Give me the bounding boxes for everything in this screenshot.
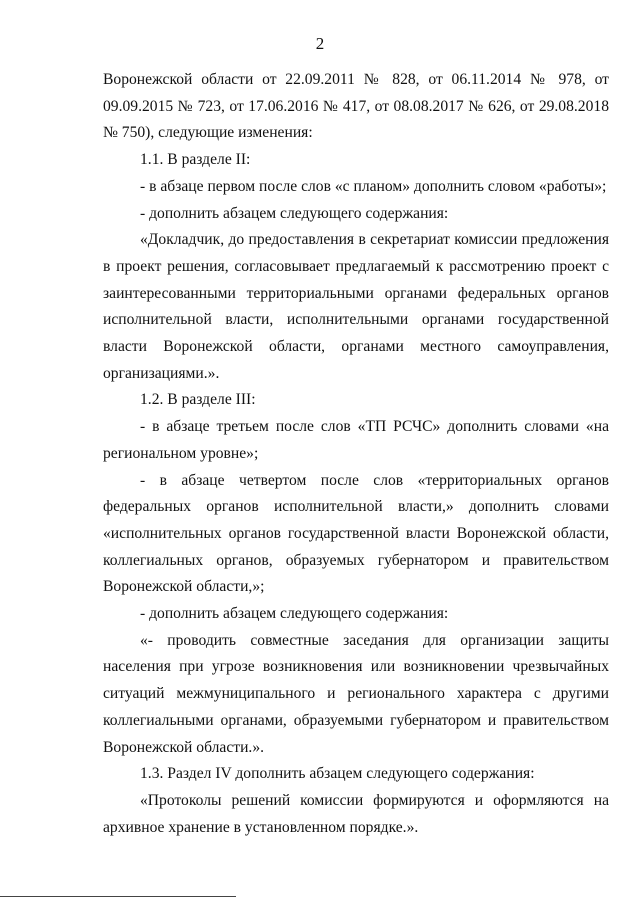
paragraph-section-2-item-2: - дополнить абзацем следующего содержания: (140, 204, 449, 222)
page-number: 2 (315, 34, 325, 53)
paragraph-section-3-quote: «- проводить совместные заседания для организации защиты населения при угрозе возникновения или возникновении чрезвычайных ситуаций межмуниципального и регионального характера с другими коллегиальными органами, образуемыми губернатором и правительством Воронежской области.». (103, 631, 609, 756)
paragraph-amendment-intro: Воронежской области от 22.09.2011 № 828, от 06.11.2014 № 978, от 09.09.2015 № 723, от 17.06.2016 № 417, от 08.08.2017 № 626, от 29.08.2018 № 750), следующие изменения: (103, 71, 609, 142)
paragraph-section-3-item-2: - в абзаце четвертом после слов «территориальных органов федеральных органов исполнительной власти,» дополнить словами «исполнительных органов государственной власти Воронежской области, коллегиальных органов, образуемых губернатором и правительством Воронежской области,»; (103, 471, 609, 596)
paragraph-section-2-heading: 1.1. В разделе II: (140, 151, 251, 169)
paragraph-section-3-heading: 1.2. В разделе III: (140, 391, 256, 409)
paragraph-section-4-heading: 1.3. Раздел IV дополнить абзацем следующего содержания: (140, 765, 535, 783)
paragraph-section-4-quote: «Протоколы решений комиссии формируются и оформляются на архивное хранение в установленном порядке.». (103, 791, 609, 836)
footer-divider (0, 896, 236, 897)
paragraph-section-3-item-3: - дополнить абзацем следующего содержания: (140, 605, 449, 623)
document-body (103, 67, 609, 841)
paragraph-section-2-item-1: - в абзаце первом после слов «с планом» дополнить словом «работы»; (140, 177, 607, 195)
paragraph-section-2-quote: «Докладчик, до предоставления в секретариат комиссии предложения в проект решения, согласовывает предлагаемый к рассмотрению проект с заинтересованными территориальными органами федеральных органов исполнительной власти, исполнительными органами государственной власти Воронежской области, органами местного самоуправления, организациями.». (103, 231, 609, 382)
paragraph-section-3-item-1: - в абзаце третьем после слов «ТП РСЧС» дополнить словами «на региональном уровне»; (103, 418, 609, 462)
